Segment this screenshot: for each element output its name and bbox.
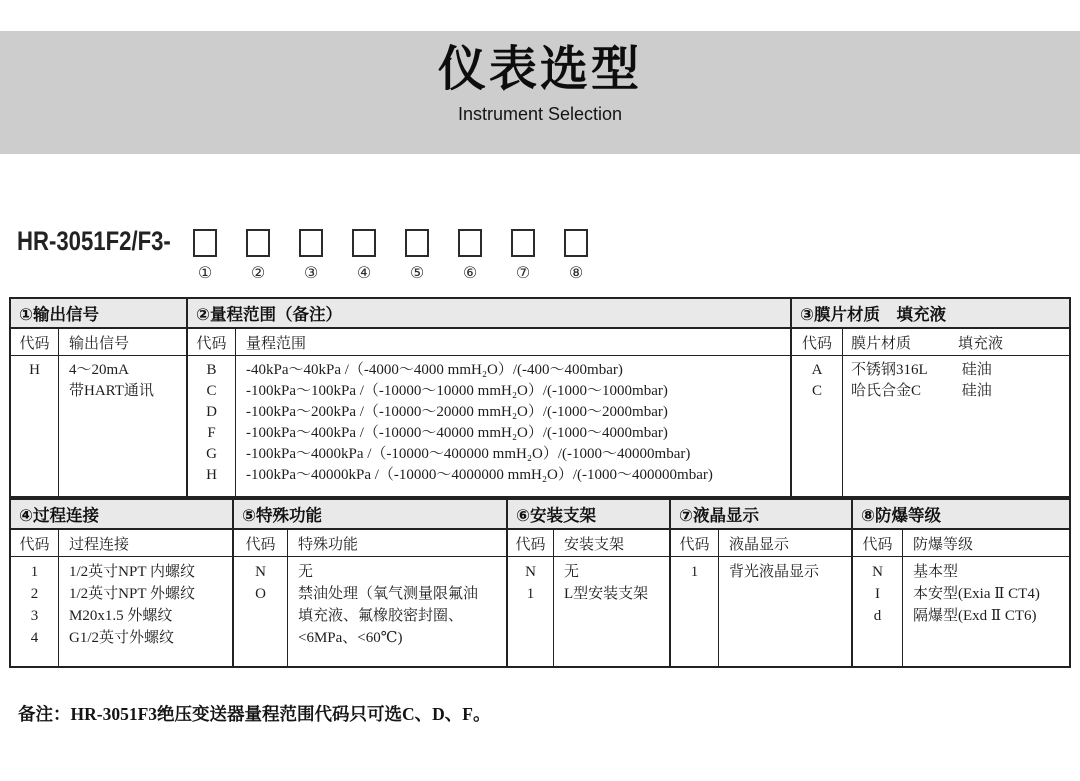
range-code-cell	[188, 356, 236, 496]
code-value: 1	[30, 564, 39, 580]
section-title-bracket: ⑥安装支架	[508, 500, 671, 528]
bracket-value: L型安装支架	[564, 586, 649, 602]
model-prefix: HR-3051F2/F3-	[17, 226, 171, 256]
section-title-diaphragm: ③膜片材质 填充液	[800, 306, 946, 324]
range-value: -100kPa～4000kPa /（-10000～400000 mmH₂O）/(-1000～40000mbar)	[246, 446, 691, 462]
col-header-range: 量程范围	[236, 329, 792, 355]
col-header-bracket: 安装支架	[554, 530, 671, 556]
section-title-special-function: ⑤特殊功能	[234, 500, 508, 528]
col-header-code: 代码	[671, 530, 719, 556]
explosion-value: 基本型	[913, 564, 959, 580]
model-slot-8	[564, 229, 588, 282]
code-value: O	[255, 586, 266, 602]
section-title-display: ⑦液晶显示	[671, 500, 853, 528]
section-title-output-signal: ①输出信号	[11, 299, 188, 327]
code-value: d	[873, 608, 882, 624]
model-slot-box-6	[458, 229, 482, 257]
output-signal-line: 带HART通讯	[69, 383, 154, 399]
remark-note: 备注：HR-3051F3绝压变送器量程范围代码只可选C、D、F。	[18, 704, 491, 724]
col-header-special-function: 特殊功能	[288, 530, 508, 556]
code-value: H	[29, 362, 40, 378]
slot-number-4: ④	[356, 263, 372, 282]
model-slot-1	[193, 229, 217, 282]
model-slot-box-8	[564, 229, 588, 257]
page-title: 仪表选型	[437, 43, 642, 96]
title-banner	[0, 31, 1080, 154]
code-value: N	[525, 564, 536, 580]
col-header-fluid: 填充液	[958, 335, 1004, 352]
col-header-code: 代码	[853, 530, 903, 556]
code-value: 2	[30, 586, 39, 602]
fluid-value: 硅油	[961, 362, 992, 378]
upper-section-header-row	[11, 299, 1069, 329]
code-value: B	[206, 362, 217, 378]
slot-number-5: ⑤	[409, 263, 425, 282]
model-slot-3	[299, 229, 323, 282]
col-header-code: 代码	[508, 530, 554, 556]
special-function-value: <6MPa、<60℃)	[298, 630, 403, 646]
model-slot-6	[458, 229, 482, 282]
code-value: F	[207, 425, 216, 441]
col-header-material: 膜片材质	[851, 335, 912, 352]
display-code-cell	[671, 557, 719, 666]
col-header-process-connection: 过程连接	[59, 530, 234, 556]
code-value: C	[206, 383, 217, 399]
code-value: C	[811, 383, 822, 399]
col-header-code: 代码	[792, 329, 843, 355]
code-value: 3	[30, 608, 39, 624]
process-connection-code-cell	[11, 557, 59, 666]
output-signal-line: 4～20mA	[69, 362, 130, 378]
slot-number-3: ③	[303, 263, 319, 282]
model-slot-box-4	[352, 229, 376, 257]
output-signal-code-cell	[11, 356, 59, 496]
slot-number-1: ①	[197, 263, 213, 282]
range-value: -100kPa～100kPa /（-10000～10000 mmH₂O）/(-1000～1000mbar)	[246, 383, 668, 399]
lower-column-header-row	[11, 530, 1069, 557]
process-connection-value: 1/2英寸NPT 外螺纹	[69, 586, 195, 602]
material-value: 哈氏合金C	[851, 383, 922, 399]
range-value: -100kPa～400kPa /（-10000～40000 mmH₂O）/(-1000～4000mbar)	[246, 425, 668, 441]
range-value: -100kPa～40000kPa /（-10000～4000000 mmH₂O）/(-1000～400000mbar)	[246, 467, 713, 483]
bracket-code-cell	[508, 557, 554, 666]
special-function-value: 无	[298, 564, 314, 580]
diaphragm-values-cell	[843, 356, 1069, 496]
process-connection-value: 1/2英寸NPT 内螺纹	[69, 564, 195, 580]
diaphragm-row	[851, 381, 1069, 402]
col-header-explosion: 防爆等级	[913, 536, 974, 553]
page-subtitle: Instrument Selection	[457, 104, 623, 124]
section-title-explosion: ⑧防爆等级	[861, 507, 941, 525]
code-value: 4	[30, 630, 39, 646]
code-value: I	[875, 586, 880, 602]
upper-data-row	[11, 356, 1069, 496]
model-slot-box-3	[299, 229, 323, 257]
code-value: 1	[526, 586, 535, 602]
slot-number-6: ⑥	[462, 263, 478, 282]
fluid-value: 硅油	[961, 383, 992, 399]
special-function-value: 禁油处理（氧气测量限氟油	[298, 586, 479, 602]
display-values-cell	[719, 557, 853, 666]
model-slot-2	[246, 229, 270, 282]
model-slot-row	[193, 229, 588, 282]
display-value: 背光液晶显示	[729, 564, 820, 580]
model-slot-box-1	[193, 229, 217, 257]
explosion-values-cell	[903, 557, 1069, 666]
special-function-value: 填充液、氟橡胶密封圈、	[298, 608, 464, 624]
range-values-cell	[236, 356, 792, 496]
code-value: N	[255, 564, 266, 580]
col-header-code: 代码	[11, 530, 59, 556]
bracket-value: 无	[564, 564, 580, 580]
col-header-code: 代码	[234, 530, 288, 556]
col-header-output-signal: 输出信号	[59, 329, 188, 355]
section-title-process-connection: ④过程连接	[11, 500, 234, 528]
code-value: G	[206, 446, 217, 462]
col-header-code: 代码	[188, 329, 236, 355]
special-function-code-cell	[234, 557, 288, 666]
slot-number-8: ⑧	[568, 263, 584, 282]
process-connection-value: M20x1.5 外螺纹	[69, 608, 173, 624]
special-function-values-cell	[288, 557, 508, 666]
model-slot-7	[511, 229, 535, 282]
selection-table-lower	[9, 498, 1071, 668]
range-value: -100kPa～200kPa /（-10000～20000 mmH₂O）/(-1000～2000mbar)	[246, 404, 668, 420]
range-value: -40kPa～40kPa /（-4000～4000 mmH₂O）/(-400～400mbar)	[246, 362, 623, 378]
code-value: D	[206, 404, 217, 420]
material-value: 不锈钢316L	[851, 362, 928, 378]
explosion-value: 本安型(Exia Ⅱ CT4)	[913, 586, 1040, 602]
col-header-diaphragm-fluid	[843, 329, 1069, 355]
model-slot-box-5	[405, 229, 429, 257]
process-connection-values-cell	[59, 557, 234, 666]
selection-table-upper	[9, 297, 1071, 498]
model-slot-box-2	[246, 229, 270, 257]
section-title-range: ②量程范围（备注）	[188, 299, 792, 327]
code-value: N	[872, 564, 883, 580]
code-value: H	[206, 467, 217, 483]
diaphragm-code-cell	[792, 356, 843, 496]
explosion-value: 隔爆型(Exd Ⅱ CT6)	[913, 608, 1037, 624]
upper-column-header-row	[11, 329, 1069, 356]
lower-section-header-row	[11, 500, 1069, 530]
explosion-code-cell	[853, 557, 903, 666]
col-header-code: 代码	[11, 329, 59, 355]
slot-number-2: ②	[250, 263, 266, 282]
lower-data-row	[11, 557, 1069, 666]
bracket-values-cell	[554, 557, 671, 666]
model-slot-box-7	[511, 229, 535, 257]
col-header-display: 液晶显示	[719, 530, 853, 556]
code-value: A	[811, 362, 823, 378]
diaphragm-row	[851, 360, 1069, 381]
slot-number-7: ⑦	[515, 263, 531, 282]
model-slot-4	[352, 229, 376, 282]
process-connection-value: G1/2英寸外螺纹	[69, 630, 175, 646]
model-slot-5	[405, 229, 429, 282]
output-signal-cell	[59, 356, 188, 496]
code-value: 1	[690, 564, 699, 580]
